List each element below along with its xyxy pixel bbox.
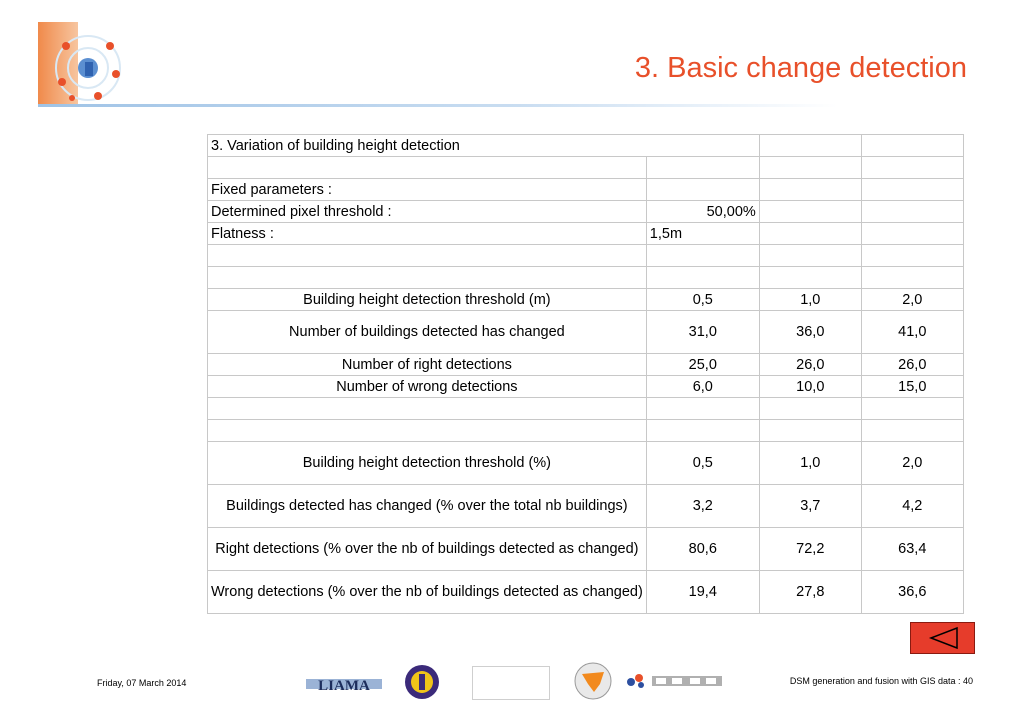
footer-page-label: DSM generation and fusion with GIS data : 40 — [789, 676, 973, 686]
fixed-params-label: Fixed parameters : — [208, 179, 647, 201]
partner-logo-map — [574, 662, 612, 700]
table-heading: 3. Variation of building height detection — [208, 135, 760, 157]
data-table — [207, 134, 964, 614]
table-row — [208, 135, 964, 157]
cell-value: 72,2 — [759, 528, 861, 571]
cell-value: 3,2 — [646, 485, 759, 528]
footer-date: Friday, 07 March 2014 — [97, 678, 187, 688]
row-label: Building height detection threshold (%) — [208, 442, 647, 485]
flatness-value: 1,5m — [646, 223, 759, 245]
table-row — [208, 311, 964, 354]
cell-value: 27,8 — [759, 571, 861, 614]
table-row — [208, 376, 964, 398]
cell-value: 15,0 — [861, 376, 963, 398]
row-label: Building height detection threshold (m) — [208, 289, 647, 311]
table-row — [208, 354, 964, 376]
pixel-threshold-value: 50,00% — [646, 201, 759, 223]
cell-value: 6,0 — [646, 376, 759, 398]
row-label: Wrong detections (% over the nb of buildings detected as changed) — [208, 571, 647, 614]
liama-logo-text: LIAMA — [318, 678, 370, 693]
table-row — [208, 223, 964, 245]
cell-value: 10,0 — [759, 376, 861, 398]
row-label: Buildings detected has changed (% over the total nb buildings) — [208, 485, 647, 528]
previous-slide-triangle-icon — [911, 623, 974, 653]
row-label: Number of right detections — [208, 354, 647, 376]
row-label: Number of wrong detections — [208, 376, 647, 398]
header-divider — [38, 104, 838, 107]
previous-slide-button[interactable] — [910, 622, 975, 654]
table-row — [208, 442, 964, 485]
cell-value: 1,0 — [759, 442, 861, 485]
cell-value: 2,0 — [861, 289, 963, 311]
cell-value: 0,5 — [646, 442, 759, 485]
partner-logo-small — [625, 672, 647, 690]
row-label: Number of buildings detected has changed — [208, 311, 647, 354]
liama-logo — [306, 675, 382, 693]
cell-value: 19,4 — [646, 571, 759, 614]
partner-logo-insa — [652, 674, 722, 688]
cell-value: 4,2 — [861, 485, 963, 528]
table-row — [208, 571, 964, 614]
cell-value: 0,5 — [646, 289, 759, 311]
cell-value: 26,0 — [759, 354, 861, 376]
table-row — [208, 485, 964, 528]
table-row — [208, 289, 964, 311]
cell-value: 41,0 — [861, 311, 963, 354]
table-row — [208, 179, 964, 201]
flatness-label: Flatness : — [208, 223, 647, 245]
header-logo — [38, 22, 136, 106]
cell-value: 80,6 — [646, 528, 759, 571]
pixel-threshold-label: Determined pixel threshold : — [208, 201, 647, 223]
row-label: Right detections (% over the nb of buildings detected as changed) — [208, 528, 647, 571]
cell-value: 26,0 — [861, 354, 963, 376]
table-row — [208, 528, 964, 571]
cell-value: 2,0 — [861, 442, 963, 485]
partner-logo-placeholder — [472, 666, 550, 700]
cell-value: 3,7 — [759, 485, 861, 528]
cell-value: 36,0 — [759, 311, 861, 354]
cell-value: 1,0 — [759, 289, 861, 311]
table-row — [208, 201, 964, 223]
cell-value: 25,0 — [646, 354, 759, 376]
cell-value: 63,4 — [861, 528, 963, 571]
slide-title: 3. Basic change detection — [634, 52, 967, 84]
cell-value: 36,6 — [861, 571, 963, 614]
partner-logo-esb — [404, 664, 440, 700]
cell-value: 31,0 — [646, 311, 759, 354]
